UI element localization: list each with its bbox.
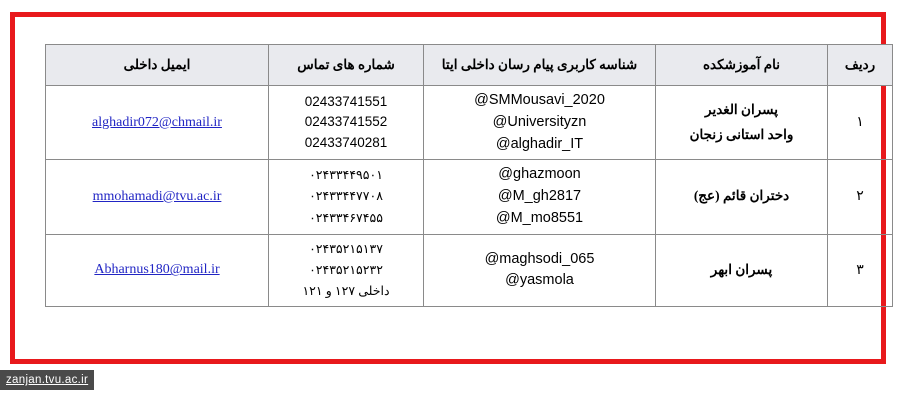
header-school: نام آموزشکده [656,45,828,86]
phone-number: 02433740281 [304,134,388,150]
cell-row-no: ۲ [828,160,893,234]
cell-eitaa-ids [424,160,656,234]
cell-row-no: ۳ [828,234,893,307]
header-email: ایمیل داخلی [46,45,269,86]
cell-email [46,234,269,307]
cell-eitaa-ids [424,86,656,160]
table-row [46,234,893,307]
school-line: پسران الغدیر [705,101,778,117]
table-header [46,45,893,86]
phone-number: ۰۲۴۳۳۴۴۹۵۰۱ [309,168,383,182]
eitaa-id: @ghazmoon [498,166,581,183]
site-watermark [0,370,94,390]
contact-table-container [45,44,876,307]
school-line: دختران قائم (عج) [693,188,790,204]
phone-number: ۰۲۴۳۳۴۶۷۴۵۵ [309,210,383,225]
header-phones: شماره های تماس [269,45,424,86]
eitaa-id: @Universityzn [492,113,587,130]
table-body [46,86,893,307]
phone-number: ۰۲۴۳۵۲۱۵۲۳۲ [309,262,383,277]
phone-number: ۰۲۴۳۵۲۱۵۱۳۷ [309,241,383,256]
eitaa-id: @SMMousavi_2020 [474,92,605,108]
school-line: واحد استانی زنجان [689,126,794,142]
table-row [46,86,893,160]
phone-number: ۰۲۴۳۳۴۴۷۷۰۸ [309,189,383,204]
watermark-text: zanjan.tvu.ac.ir [6,374,89,386]
eitaa-id: @maghsodi_065 [484,250,595,267]
email-link[interactable]: Abharnus180@mail.ir [94,262,220,278]
phone-number: 02433741551 [304,93,388,109]
cell-phone-numbers [269,234,424,307]
cell-phone-numbers [269,86,424,160]
cell-eitaa-ids [424,234,656,307]
cell-phone-numbers [269,160,424,234]
cell-row-no: ۱ [828,86,893,160]
phone-number: داخلی ۱۲۷ و ۱۲۱ [302,284,390,298]
email-link[interactable]: mmohamadi@tvu.ac.ir [92,188,222,204]
header-row [46,45,893,86]
contact-table [45,44,893,307]
header-eitaa-id: شناسه کاربری پیام رسان داخلی ایتا [424,45,656,86]
header-row-no: ردیف [828,45,893,86]
cell-email [46,86,269,160]
cell-school [656,234,828,307]
eitaa-id: @M_mo8551 [495,209,584,226]
eitaa-id: @M_gh2817 [497,188,582,204]
red-highlight-frame [10,12,886,364]
cell-email [46,160,269,234]
school-line: پسران ابهر [710,261,773,277]
phone-number: 02433741552 [304,114,388,130]
eitaa-id: @alghadir_IT [495,135,584,152]
eitaa-id: @yasmola [505,272,574,289]
email-link[interactable]: alghadir072@chmail.ir [92,114,222,130]
cell-school [656,160,828,234]
cell-school [656,86,828,160]
table-row [46,160,893,234]
